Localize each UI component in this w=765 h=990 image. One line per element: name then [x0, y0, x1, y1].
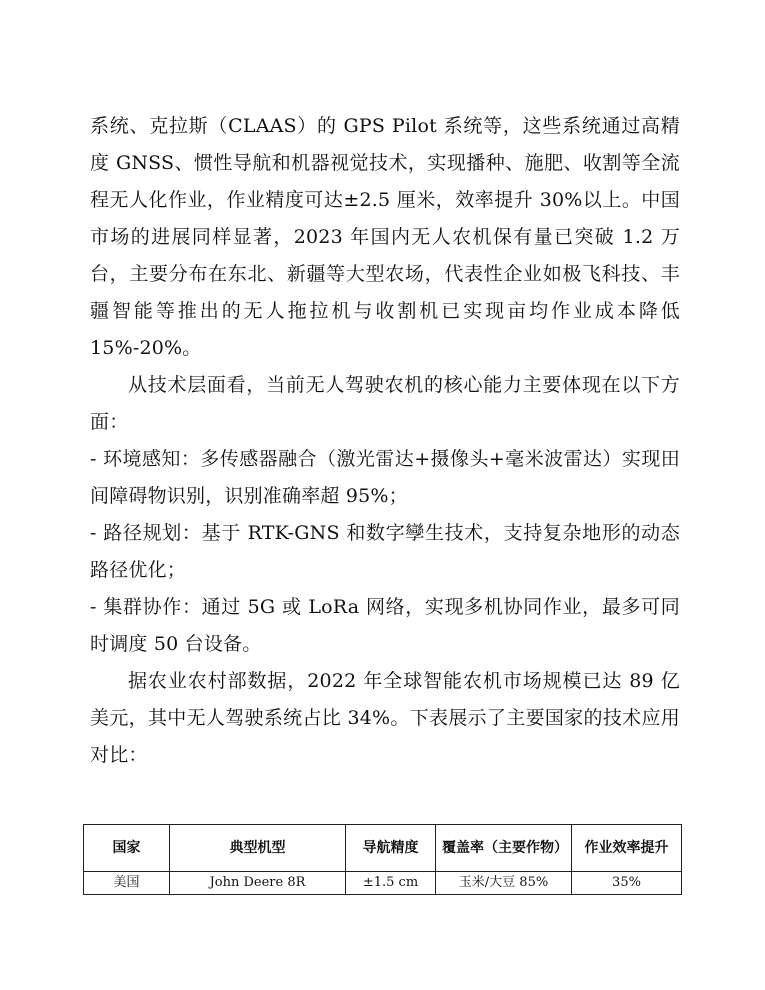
table-row [84, 872, 682, 895]
header-country: 国家 [84, 825, 170, 872]
bullet-cluster-collaboration: - 集群协作：通过 5G 或 LoRa 网络，实现多机协同作业，最多可同时调度 50 台设备。 [90, 596, 680, 655]
paragraph-market-data: 据农业农村部数据，2022 年全球智能农机市场规模已达 89 亿美元，其中无人驾驶系统占比 34%。下表展示了主要国家的技术应用对比： [90, 670, 680, 766]
cell-country: 美国 [84, 872, 170, 895]
comparison-table-wrapper [83, 824, 681, 895]
body-text [90, 108, 680, 774]
bullet-path-planning: - 路径规划：基于 RTK-GNS 和数字孿生技术，支持复杂地形的动态路径优化； [90, 522, 680, 581]
paragraph-intro: 系统、克拉斯（CLAAS）的 GPS Pilot 系统等，这些系统通过高精度 GNSS、惯性导航和机器视觉技术，实现播种、施肥、收割等全流程无人化作业，作业精度可达±2.5 厘米，效率提升 30%以上。中国市场的进展同样显著，2023 年国内无人农机保有量已突破 1.2 万台，主要分布在东北、新疆等大型农场，代表性企业如极飞科技、丰疆智能等推出的无人拖拉机与收割机已实现亩均作业成本降低 15%-20%。 [90, 115, 680, 359]
table-header-row [84, 825, 682, 872]
cell-navigation-accuracy: ±1.5 cm [346, 872, 436, 895]
bullet-environment-perception: - 环境感知：多传感器融合（激光雷达+摄像头+毫米波雷达）实现田间障碍物识别，识别准确率超 95%； [90, 448, 680, 507]
cell-efficiency-gain: 35% [572, 872, 682, 895]
cell-typical-model: John Deere 8R [170, 872, 346, 895]
header-navigation-accuracy: 导航精度 [346, 825, 436, 872]
comparison-table [83, 824, 682, 895]
header-efficiency-gain: 作业效率提升 [572, 825, 682, 872]
header-typical-model: 典型机型 [170, 825, 346, 872]
cell-coverage-rate: 玉米/大豆 85% [436, 872, 572, 895]
header-coverage-rate: 覆盖率（主要作物） [436, 825, 572, 872]
paragraph-tech-overview: 从技术层面看，当前无人驾驶农机的核心能力主要体现在以下方面： [90, 374, 680, 433]
